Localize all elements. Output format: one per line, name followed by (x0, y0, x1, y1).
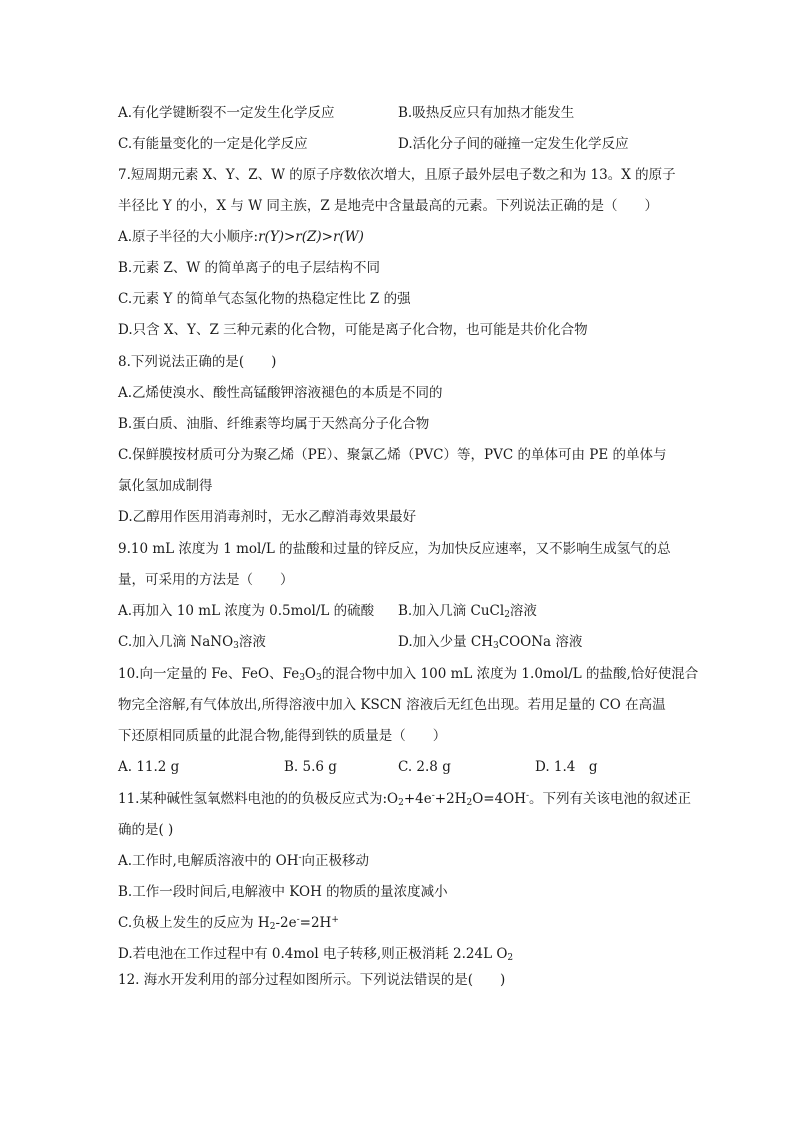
q7-stem-line1: 7.短周期元素 X、Y、Z、W 的原子序数依次增大，且原子最外层电子数之和为 13。X 的原子 (118, 167, 676, 183)
q7-stem-line2: 半径比 Y 的小，X 与 W 同主族，Z 是地壳中含量最高的元素。下列说法正确的是（ ） (118, 198, 659, 214)
q8-option-a: A.乙烯使溴水、酸性高锰酸钾溶液褪色的本质是不同的 (118, 385, 443, 401)
q9-option-a: A.再加入 10 mL 浓度为 0.5mol/L 的硫酸 (118, 603, 375, 619)
q10-line1-sub2: 3 (316, 673, 322, 683)
q11-line1-sup1: - (431, 791, 435, 801)
q11-option-d-pre: D.若电池在工作过程中有 0.4mol 电子转移,则正极消耗 2.24L O (118, 946, 508, 962)
q6-option-d: D.活化分子间的碰撞一定发生化学反应 (398, 136, 629, 152)
q11-option-c-sub: 2 (269, 922, 276, 932)
q9-option-d-pre: D.加入少量 CH (398, 634, 494, 650)
q6-option-a: A.有化学键断裂不一定发生化学反应 (118, 105, 335, 121)
q10-option-c: C. 2.8 g (398, 759, 451, 775)
q9-option-c-post: 溶液 (238, 634, 266, 650)
q11-option-c-pre: C.负极上发生的反应为 H (118, 915, 270, 931)
q9-option-c-pre: C.加入几滴 NaNO (118, 634, 234, 650)
q10-line1-c: 的混合物中加入 100 mL 浓度为 1.0mol/L 的盐酸,恰好使混合 (321, 666, 699, 682)
q10-line1-a: 10.向一定量的 Fe、FeO、Fe (118, 666, 300, 682)
q11-line1-sub1: 2 (398, 798, 404, 808)
q9-option-d-sub: 3 (493, 641, 499, 651)
q10-option-a: A. 11.2 g (118, 759, 180, 775)
q10-stem-line3: 下还原相同质量的此混合物,能得到铁的质量是（ ） (118, 728, 447, 744)
q11-option-b: B.工作一段时间后,电解液中 KOH 的物质的量浓度减小 (118, 884, 448, 900)
q11-stem-line1 (118, 790, 691, 808)
q9-option-b-pre: B.加入几滴 CuCl (398, 603, 505, 619)
q9-option-d-post: COONa 溶液 (498, 634, 583, 650)
q11-option-c (118, 914, 339, 932)
q12-stem: 12. 海水开发利用的部分过程如图所示。下列说法错误的是( ) (118, 972, 506, 988)
q8-option-b: B.蛋白质、油脂、纤维素等均属于天然高分子化合物 (118, 416, 430, 432)
q7-option-a-text: A.原子半径的大小顺序: (118, 229, 259, 245)
q10-line1-sub1: 3 (299, 673, 305, 683)
q8-option-c-line1: C.保鲜膜按材质可分为聚乙烯（PE）、聚氯乙烯（PVC）等，PVC 的单体可由 PE 的单体与 (118, 447, 667, 463)
q11-stem-line2: 确的是( ) (118, 822, 174, 838)
q11-line1-e: 。下列有关该电池的叙述正 (529, 791, 692, 807)
q11-option-a-sup: - (298, 853, 302, 863)
q11-line1-d: O=4OH (472, 791, 526, 807)
q9-stem-line2: 量，可采用的方法是（ ） (118, 572, 294, 588)
q11-line1-b: +4e (403, 791, 432, 807)
q7-option-a (118, 228, 364, 246)
q8-stem: 8.下列说法正确的是( ) (118, 354, 277, 370)
q11-option-a (118, 852, 369, 870)
q10-option-b: B. 5.6 g (284, 759, 337, 775)
q7-option-a-formula: r(Y)>r(Z)>r(W) (258, 229, 364, 245)
q9-option-c-sub: 3 (233, 641, 239, 651)
q9-option-d (398, 633, 582, 651)
q10-option-d: D. 1.4 g (535, 759, 598, 775)
q11-option-d (118, 945, 513, 963)
q8-option-c-line2: 氯化氢加成制得 (118, 478, 213, 494)
q9-option-b-sub: 2 (504, 610, 510, 620)
q11-line1-c: +2H (434, 791, 467, 807)
q7-option-d: D.只含 X、Y、Z 三种元素的化合物，可能是离子化合物，也可能是共价化合物 (118, 322, 588, 338)
q11-option-c-mid: -2e (275, 915, 297, 931)
q7-option-b: B.元素 Z、W 的简单离子的电子层结构不同 (118, 260, 381, 276)
q10-stem-line1 (118, 665, 698, 683)
q11-option-c-mid2: =2H (299, 915, 332, 931)
q9-option-c (118, 633, 266, 651)
q11-option-a-post: 向正极移动 (301, 853, 370, 869)
q11-option-c-sup2: + (331, 915, 339, 925)
q6-option-c: C.有能量变化的一定是化学反应 (118, 136, 308, 152)
q11-option-a-pre: A.工作时,电解质溶液中的 OH (118, 853, 299, 869)
q11-option-c-sup1: - (296, 915, 300, 925)
q10-stem-line2: 物完全溶解,有气体放出,所得溶液中加入 KSCN 溶液后无红色出现。若用足量的 CO 在高温 (118, 697, 666, 713)
q11-line1-sup2: - (526, 791, 530, 801)
q9-stem-line1: 9.10 mL 浓度为 1 mol/L 的盐酸和过量的锌反应，为加快反应速率，又不影响生成氢气的总 (118, 541, 671, 557)
q7-option-c: C.元素 Y 的简单气态氢化物的热稳定性比 Z 的强 (118, 291, 411, 307)
q11-line1-a: 11.某种碱性氢氧燃料电池的的负极反应式为:O (118, 791, 399, 807)
q11-option-d-sub: 2 (507, 953, 514, 963)
q8-option-d: D.乙醇用作医用消毒剂时，无水乙醇消毒效果最好 (118, 509, 417, 525)
q6-option-b: B.吸热反应只有加热才能发生 (398, 105, 575, 121)
q9-option-b-post: 溶液 (509, 603, 537, 619)
q10-line1-b: O (304, 666, 316, 682)
q9-option-b (398, 602, 537, 620)
q11-line1-sub2: 2 (466, 798, 473, 808)
